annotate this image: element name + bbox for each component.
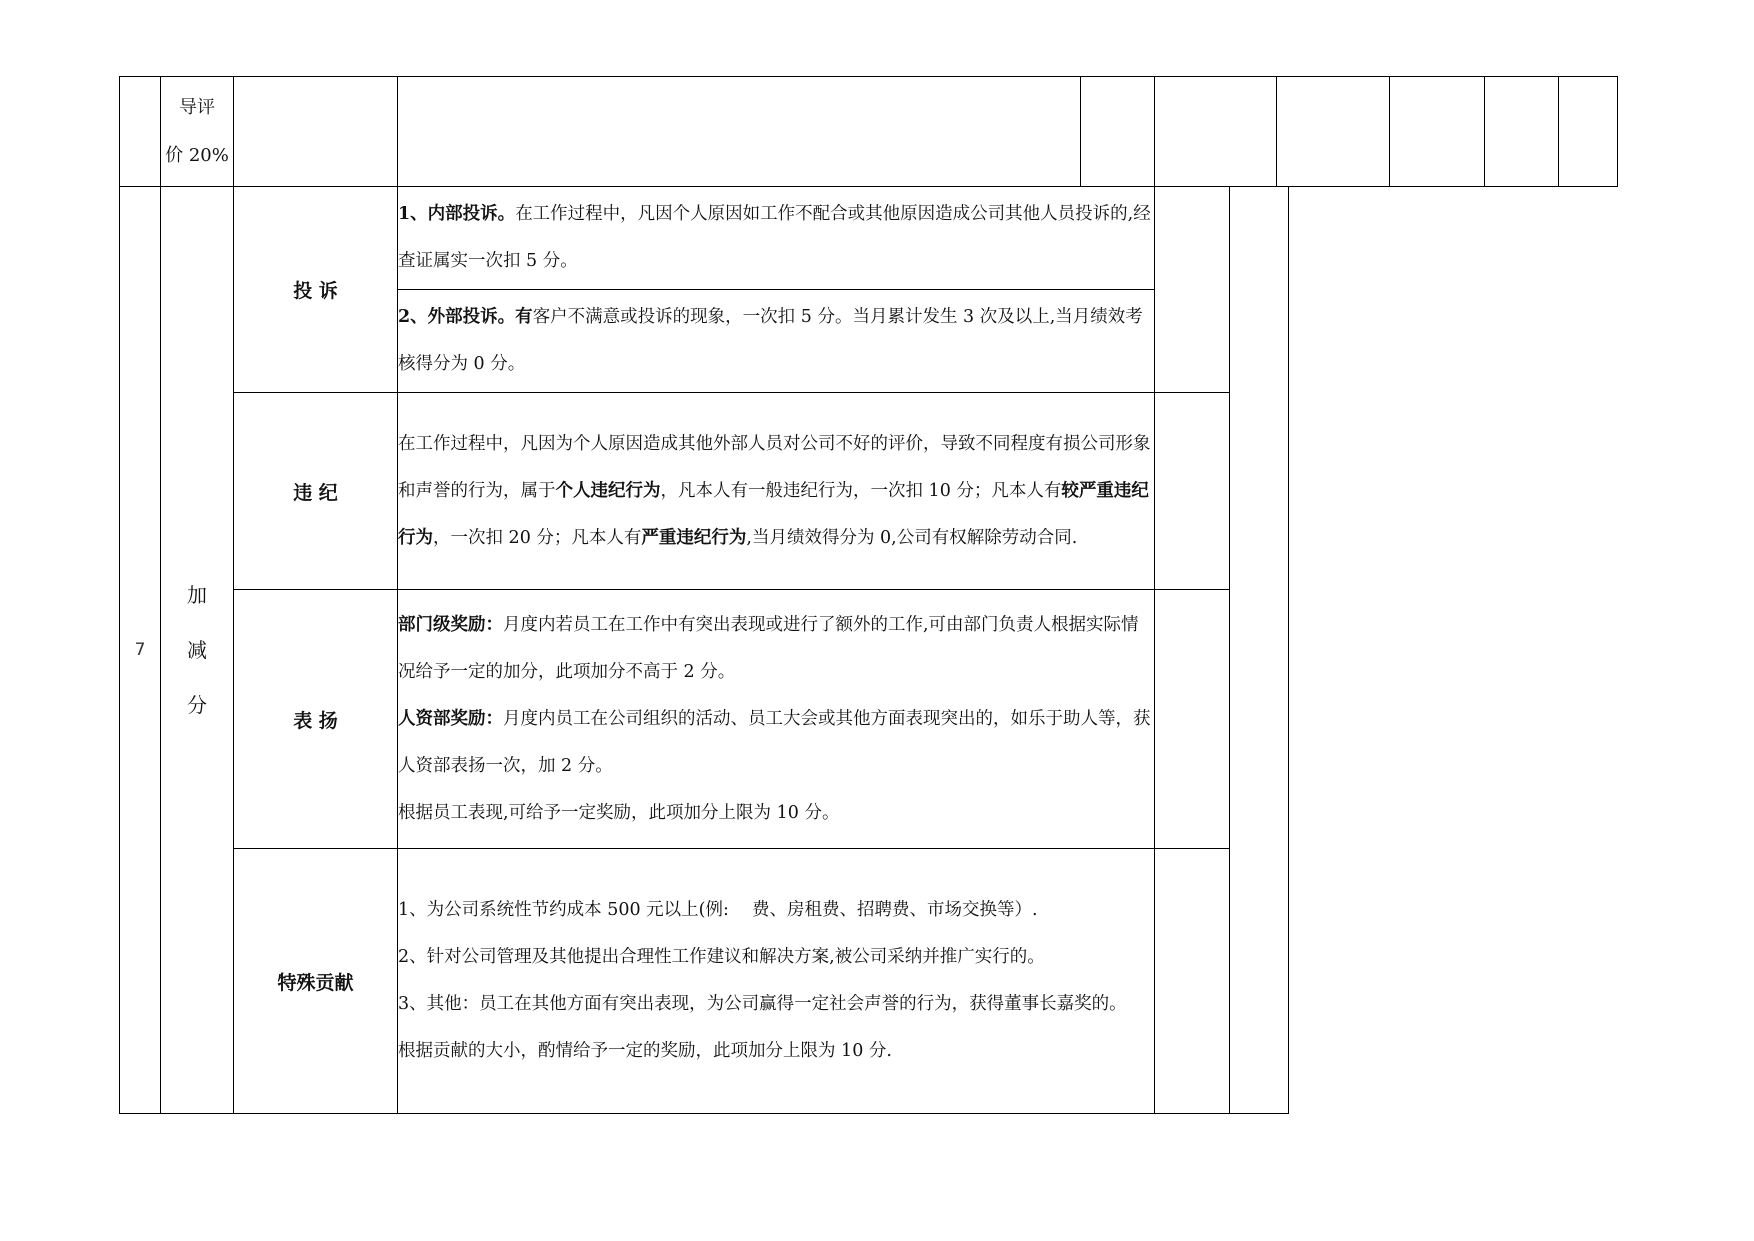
top-empty-cell <box>1277 77 1390 187</box>
rule-text: 2、针对公司管理及其他提出合理性工作建议和解决方案,被公司采纳并推广实行的。 <box>398 947 1045 967</box>
rule-bold: 严重违纪行为 <box>641 527 747 548</box>
bonus-deduction-table <box>119 186 1289 1114</box>
rule-bold: 部门级奖励： <box>398 614 503 635</box>
special-contribution-label: 特殊贡献 <box>234 849 398 1114</box>
internal-complaint-rule <box>398 187 1155 290</box>
top-evaluation-row <box>119 76 1618 187</box>
top-empty-cell <box>1390 77 1485 187</box>
score-cell <box>1155 849 1230 1114</box>
top-empty-cell <box>1081 77 1155 187</box>
rule-text: 根据贡献的大小，酌情给予一定的奖励，此项加分上限为 10 分. <box>398 1041 892 1061</box>
praise-label: 表 扬 <box>234 590 398 849</box>
top-empty-cell <box>1155 77 1277 187</box>
top-empty-cell <box>1559 77 1618 187</box>
top-label-cell <box>161 77 234 187</box>
table-row <box>120 590 1289 849</box>
rule-text: ，一次扣 20 分；凡本人有 <box>433 527 642 548</box>
score-cell <box>1155 187 1230 393</box>
special-contribution-rule <box>398 849 1155 1114</box>
rule-text: 月度内员工在公司组织的活动、员工大会或其他方面表现突出的，如乐于助人等，获人资部表扬一次，加 2 分。 <box>398 708 1151 776</box>
table-row <box>120 393 1289 590</box>
table-row <box>120 849 1289 1114</box>
rule-text: ，凡本人有一般违纪行为，一次扣 10 分；凡本人有 <box>660 480 1062 501</box>
rule-text: 在工作过程中，凡因个人原因如工作不配合或其他原因造成公司其他人员投诉的,经查证属实一次扣 5 分。 <box>398 204 1151 271</box>
discipline-rule <box>398 393 1155 590</box>
rule-bold: 1、内部投诉。 <box>398 204 516 224</box>
rule-text: ,当月绩效得分为 0,公司有权解除劳动合同. <box>746 527 1078 548</box>
rule-bold: 较严重违纪行为 <box>398 480 1149 548</box>
category-char: 加 <box>187 582 207 607</box>
top-label-line1: 导评 <box>179 96 215 118</box>
top-index-cell <box>120 77 161 187</box>
complaint-label: 投 诉 <box>234 187 398 393</box>
rule-text: 1、为公司系统性节约成本 500 元以上(例: 费、房租费、招聘费、市场交换等）. <box>398 900 1038 920</box>
score-cell <box>1230 187 1289 1114</box>
section-category <box>161 187 234 1114</box>
table-row <box>120 187 1289 290</box>
category-char: 分 <box>187 692 207 717</box>
section-index: 7 <box>120 187 161 1114</box>
rule-text: 根据员工表现,可给予一定奖励，此项加分上限为 10 分。 <box>398 802 840 823</box>
rule-bold: 人资部奖励： <box>398 708 503 729</box>
rule-bold: 2、外部投诉。有 <box>398 307 533 327</box>
external-complaint-rule <box>398 290 1155 393</box>
top-empty-cell <box>1485 77 1559 187</box>
score-cell <box>1155 393 1230 590</box>
rule-text: 客户不满意或投诉的现象，一次扣 5 分。当月累计发生 3 次及以上,当月绩效考核得分为 0 分。 <box>398 307 1143 374</box>
praise-rule <box>398 590 1155 849</box>
rule-text: 3、其他：员工在其他方面有突出表现，为公司赢得一定社会声誉的行为，获得董事长嘉奖的。 <box>398 994 1127 1014</box>
score-cell <box>1155 590 1230 849</box>
rule-text: 月度内若员工在工作中有突出表现或进行了额外的工作,可由部门负责人根据实际情况给予一定的加分，此项加分不高于 2 分。 <box>398 614 1139 682</box>
top-label-line2: 价 20% <box>165 144 229 166</box>
top-empty-cell <box>234 77 398 187</box>
rule-text: 在工作过程中，凡因为个人原因造成其他外部人员对公司不好的评价，导致不同程度有损公司形象和声誉的行为，属于 <box>398 433 1151 501</box>
category-char: 减 <box>187 637 207 662</box>
top-empty-cell <box>398 77 1081 187</box>
discipline-label: 违 纪 <box>234 393 398 590</box>
rule-bold: 个人违纪行为 <box>555 480 661 501</box>
